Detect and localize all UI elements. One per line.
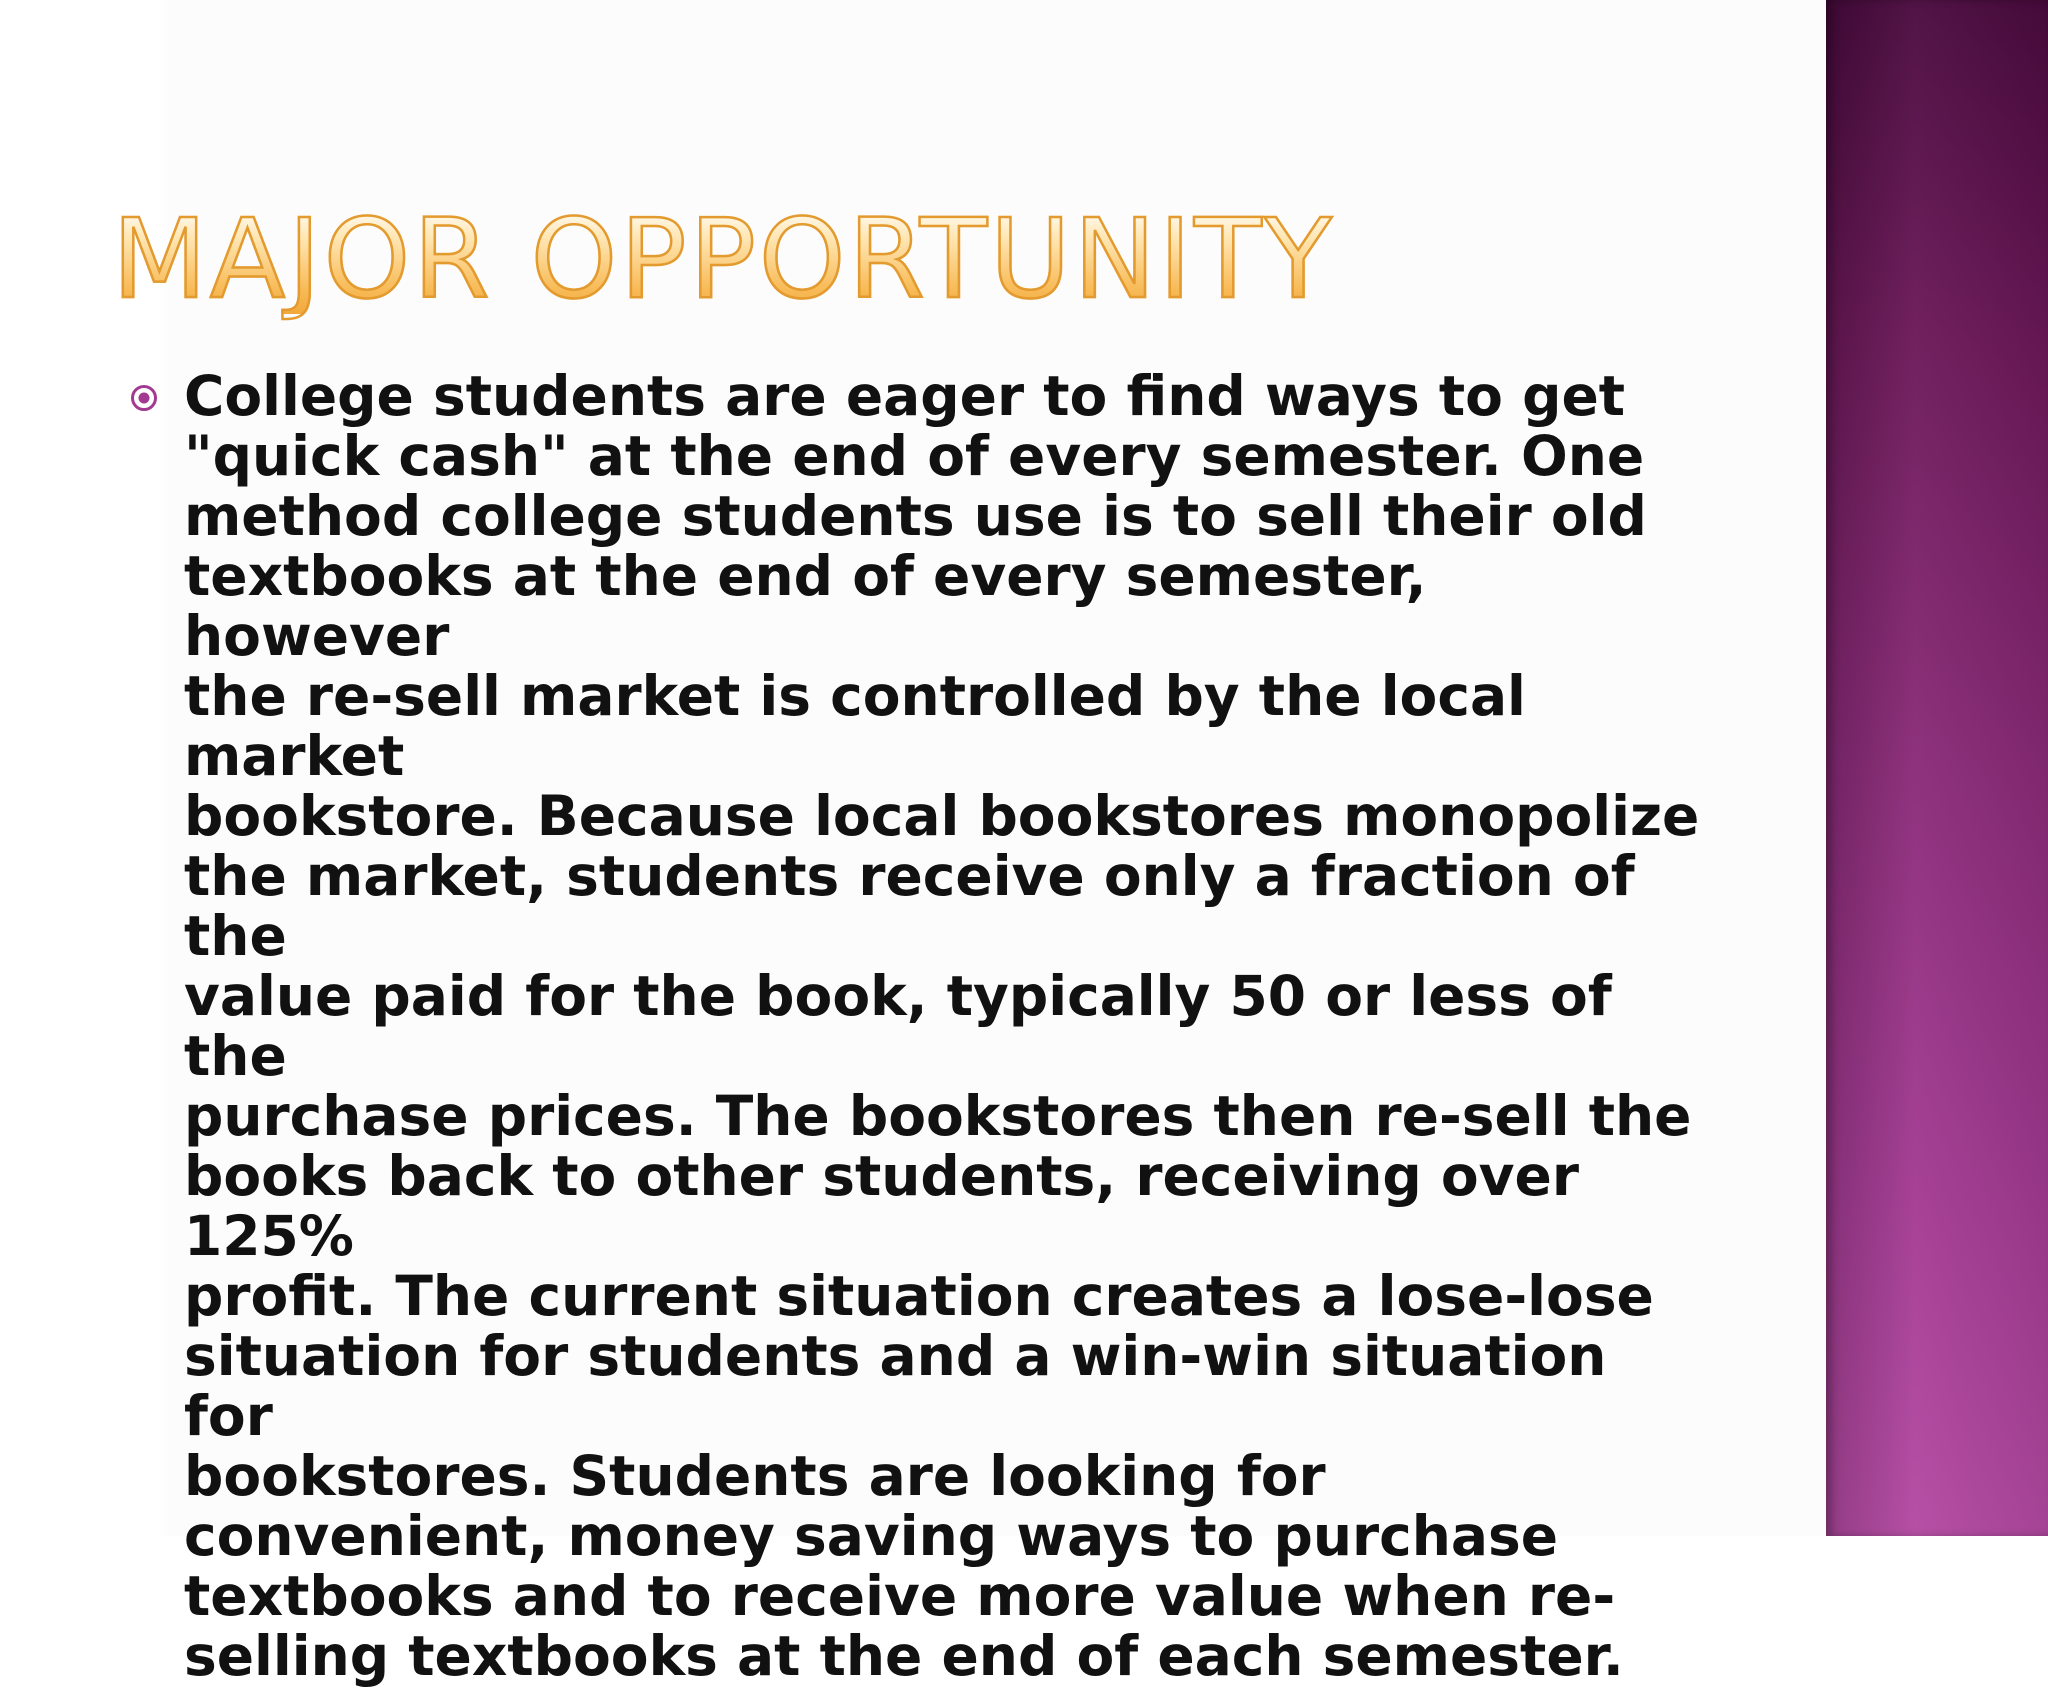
bullet-text: College students are eager to find ways to get "quick cash" at the end of every semester. One method college students use is to sell their old textbooks at the end of every semester, however the re-sell market is controlled by the local market bookstore. Because local bookstores monopolize the market, students receive only a fraction of the value paid for the book, typically 50 or less of the purchase prices. The bookstores then re-sell the books back to other students, receiving over 125% profit. The current situation creates a lose-lose situation for students and a win-win situation for bookstores. Students are looking for convenient, money saving ways to purchase textbooks and to receive more value when re- selling textbooks at the end of each semester. [184,364,1700,1688]
circle-dot-bullet-icon [130,384,158,412]
decorative-side-band [1826,0,2048,1536]
bullet-list [130,366,1700,1686]
slide-title: MAJOR OPPORTUNITY [112,195,1335,323]
list-item [130,366,1700,1686]
